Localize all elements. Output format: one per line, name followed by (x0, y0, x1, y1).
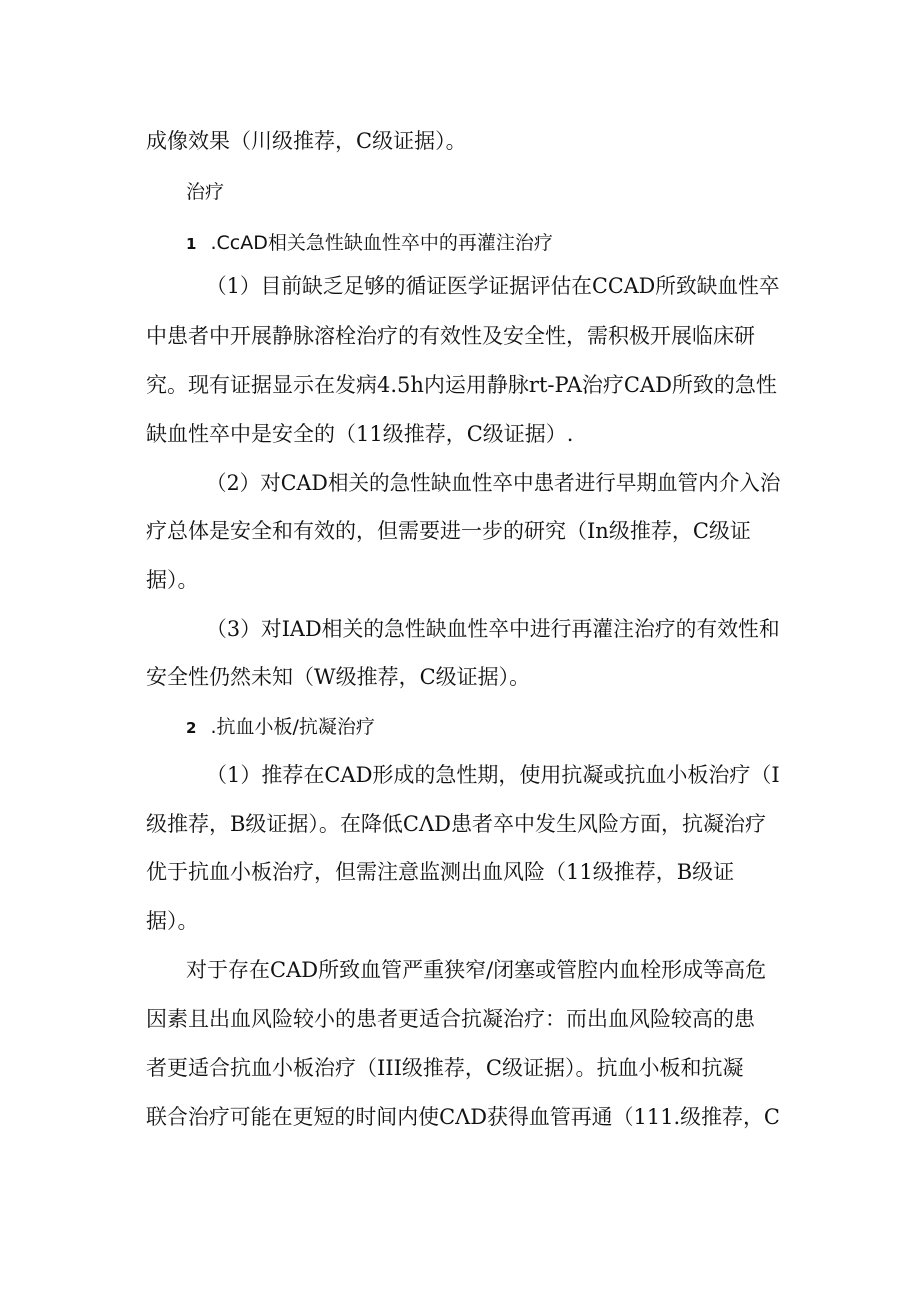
section-number: 2 (186, 719, 197, 737)
paragraph-line: （2）对CAD相关的急性缺血性卒中患者进行早期血管内介入治 (206, 471, 781, 495)
section-title-treatment: 治疗 (186, 181, 225, 203)
paragraph-line: 中患者中开展静脉溶栓治疗的有效性及安全性，需积极开展临床研 (146, 324, 755, 348)
subsection-heading-antiplatelet (186, 713, 375, 741)
paragraph-line: 据）。 (146, 909, 199, 933)
paragraph-line: 缺血性卒中是安全的（11级推荐，C级证据）. (146, 422, 574, 446)
paragraph-line: （3）对IAD相关的急性缺血性卒中进行再灌注治疗的有效性和 (206, 617, 780, 641)
paragraph-line: 安全性仍然未知（W级推荐，C级证据）。 (146, 665, 531, 689)
paragraph-line: 究。现有证据显示在发病4.5h内运用静脉rt-PA治疗CAD所致的急性 (146, 373, 777, 397)
paragraph-line: 据）。 (146, 568, 199, 592)
subsection-heading-reperfusion (186, 229, 553, 257)
paragraph-line: 因素且出血风险较小的患者更适合抗凝治疗：而出血风险较高的患 (146, 1007, 755, 1031)
paragraph-line: 优于抗血小板治疗，但需注意监测出血风险（11级推荐，B级证 (146, 860, 735, 884)
paragraph-line: 对于存在CAD所致血管严重狭窄/闭塞或管腔内血栓形成等高危 (186, 958, 767, 982)
paragraph-line: （1）目前缺乏足够的循证医学证据评估在CCAD所致缺血性卒 (206, 274, 780, 298)
heading-text: .CcAD相关急性缺血性卒中的再灌注治疗 (210, 232, 553, 254)
paragraph-line: 级推荐，B级证据）。在降低CΛD患者卒中发生风险方面，抗凝治疗 (146, 812, 766, 836)
paragraph-line: 成像效果（川级推荐，C级证据）。 (146, 129, 467, 153)
paragraph-line: 疗总体是安全和有效的，但需要进一步的研究（In级推荐，C级证 (146, 519, 751, 543)
paragraph-line: （1）推荐在CAD形成的急性期，使用抗凝或抗血小板治疗（I (206, 763, 780, 787)
paragraph-line: 联合治疗可能在更短的时间内使CΛD获得血管再通（111.级推荐，C (146, 1105, 780, 1129)
section-number: 1 (186, 235, 197, 253)
paragraph-line: 者更适合抗血小板治疗（III级推荐，C级证据）。抗血小板和抗凝 (146, 1056, 744, 1080)
heading-text: .抗血小板/抗凝治疗 (210, 716, 375, 738)
